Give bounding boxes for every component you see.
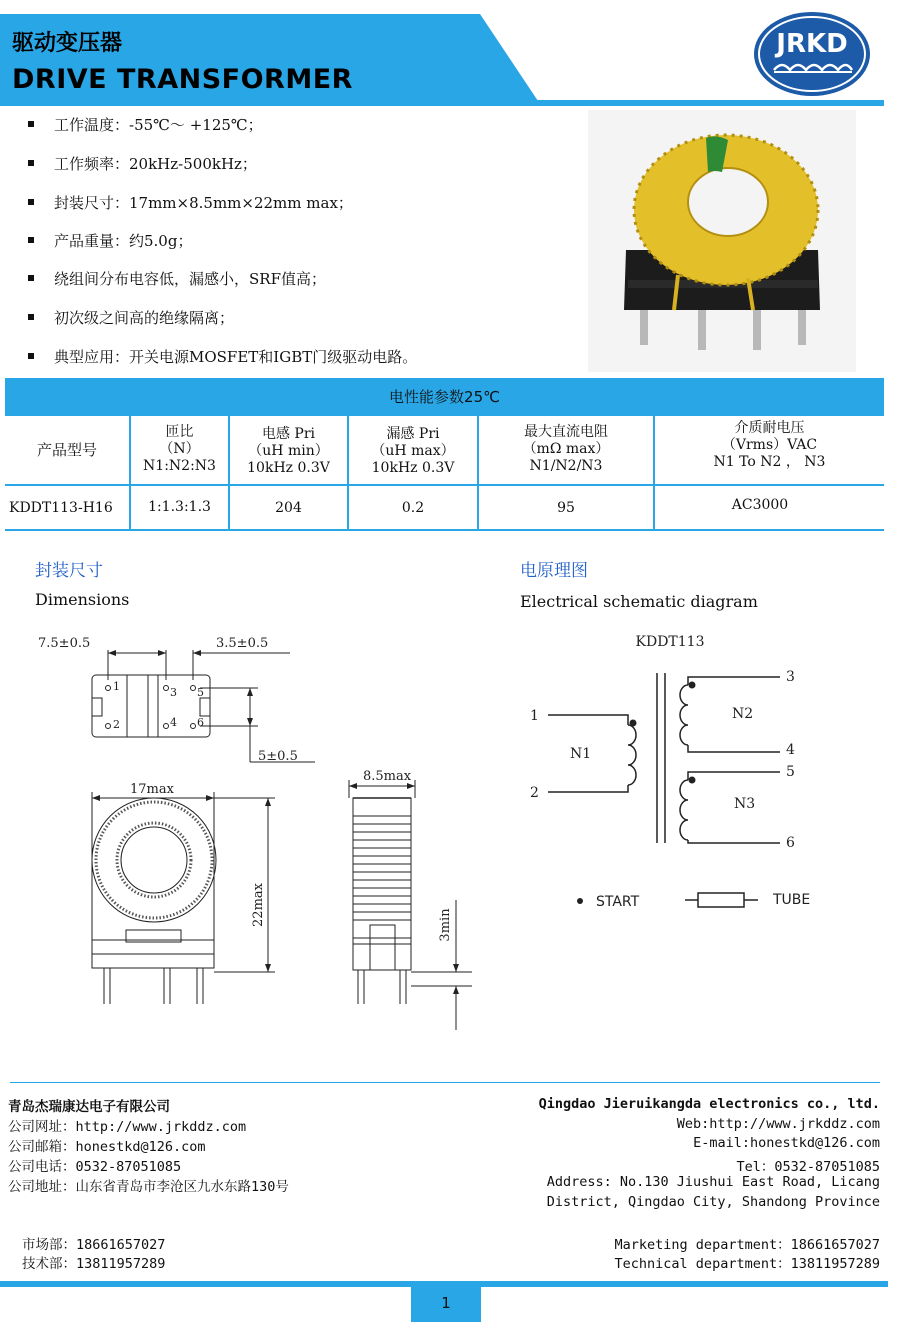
pin-label: 5 <box>197 686 204 699</box>
marketing-dept-cn: 市场部：18661657027 <box>22 1237 166 1253</box>
winding-n1-label: N1 <box>570 746 592 762</box>
spec-item: 工作温度：-55℃～ +125℃； <box>28 114 263 135</box>
start-dot <box>630 720 637 727</box>
start-dot <box>577 898 583 904</box>
pin-2-label: 2 <box>530 785 539 801</box>
pin-4-label: 4 <box>786 742 795 758</box>
pin-label: 2 <box>113 718 120 731</box>
dim-label-width: 17max <box>130 782 174 797</box>
col-header-inductance: 电感 Pri （uH min） 10kHz 0.3V <box>247 426 330 476</box>
marketing-dept-en: Marketing department：18661657027 <box>614 1237 880 1253</box>
start-dot <box>689 777 696 784</box>
address-en-line1: Address: No.130 Jiushui East Road, Licang <box>546 1174 880 1190</box>
legend-start-label: START <box>596 894 640 910</box>
technical-dept-cn: 技术部：13811957289 <box>22 1256 166 1272</box>
website-cn: 公司网址：http://www.jrkddz.com <box>8 1119 247 1135</box>
footer-rule <box>10 1082 880 1083</box>
col-header-dcr: 最大直流电阻 （mΩ max） N1/N2/N3 <box>522 424 610 474</box>
col-header-leakage: 漏感 Pri （uH max） 10kHz 0.3V <box>371 426 455 476</box>
schematic-heading-en: Electrical schematic diagram <box>520 592 758 611</box>
company-name-en: Qingdao Jieruikangda electronics co., ltd. <box>538 1096 880 1112</box>
page-number: 1 <box>441 1294 451 1312</box>
dim-label-pitch-b: 3.5±0.5 <box>216 636 269 651</box>
cell-ratio: 1:1.3:1.3 <box>148 499 211 515</box>
winding-n3-label: N3 <box>734 796 756 812</box>
winding-n2-label: N2 <box>732 706 754 722</box>
phone-en: Tel：0532-87051085 <box>736 1159 880 1175</box>
pin-6-label: 6 <box>786 835 795 851</box>
table-rule <box>5 529 884 531</box>
spec-item: 封装尺寸：17mm×8.5mm×22mm max； <box>28 192 353 213</box>
email-en: E-mail:honestkd@126.com <box>693 1135 880 1151</box>
pin-label: 3 <box>170 686 177 699</box>
phone-cn: 公司电话：0532-87051085 <box>8 1159 182 1175</box>
schematic-model: KDDT113 <box>635 634 705 650</box>
dimension-drawing <box>0 620 480 1040</box>
address-cn: 公司地址：山东省青岛市李沧区九水东路130号 <box>8 1179 289 1195</box>
pin-label: 1 <box>113 680 120 693</box>
schematic-heading-cn: 电原理图 <box>520 561 588 581</box>
cell-hipot: AC3000 <box>731 497 789 513</box>
jrkd-logo <box>752 10 872 98</box>
pin-1-label: 1 <box>530 708 539 724</box>
cell-model: KDDT113-H16 <box>9 500 113 516</box>
dim-label-pitch-c: 5±0.5 <box>258 749 298 764</box>
header-rule <box>0 100 884 106</box>
pin-label: 4 <box>170 716 177 729</box>
dim-label-pitch-a: 7.5±0.5 <box>38 636 91 651</box>
cell-leakage: 0.2 <box>401 500 425 516</box>
product-photo <box>588 110 856 372</box>
cell-inductance: 204 <box>275 500 302 516</box>
technical-dept-en: Technical department：13811957289 <box>614 1256 880 1272</box>
email-cn: 公司邮箱：honestkd@126.com <box>8 1139 206 1155</box>
table-rule <box>5 484 884 486</box>
dim-label-depth: 8.5max <box>363 769 412 784</box>
website-en: Web:http://www.jrkddz.com <box>676 1116 880 1132</box>
page-title-cn: 驱动变压器 <box>12 31 123 56</box>
logo-text: JRKD <box>776 29 848 59</box>
dimensions-heading-cn: 封装尺寸 <box>35 561 103 581</box>
pin-label: 6 <box>197 716 204 729</box>
spec-item: 工作频率：20kHz-500kHz； <box>28 153 257 174</box>
schematic-diagram <box>500 625 840 925</box>
col-header-ratio: 匝比 （N） N1:N2:N3 <box>143 424 216 474</box>
col-header-hipot: 介质耐电压 （Vrms）VAC N1 To N2 ， N3 <box>713 420 826 470</box>
pin-5-label: 5 <box>786 764 795 780</box>
table-title: 电性能参数25℃ <box>389 388 500 406</box>
col-header-model: 产品型号 <box>36 441 97 459</box>
pin-3-label: 3 <box>786 669 795 685</box>
company-name-cn: 青岛杰瑞康达电子有限公司 <box>8 1099 170 1115</box>
spec-item: 绕组间分布电容低，漏感小，SRF值高； <box>28 268 326 289</box>
cell-dcr: 95 <box>557 500 575 516</box>
dim-label-height: 22max <box>251 883 266 927</box>
start-dot <box>689 682 696 689</box>
dimensions-heading-en: Dimensions <box>35 590 130 609</box>
address-en-line2: District, Qingdao City, Shandong Province <box>546 1194 880 1210</box>
spec-item: 初次级之间高的绝缘隔离； <box>28 307 234 328</box>
spec-item: 产品重量：约5.0g； <box>28 230 192 251</box>
dim-label-pin: 3min <box>438 908 453 942</box>
legend-tube-label: TUBE <box>773 892 811 908</box>
page-title-en: DRIVE TRANSFORMER <box>12 64 353 95</box>
spec-item: 典型应用：开关电源MOSFET和IGBT门级驱动电路。 <box>28 346 417 367</box>
